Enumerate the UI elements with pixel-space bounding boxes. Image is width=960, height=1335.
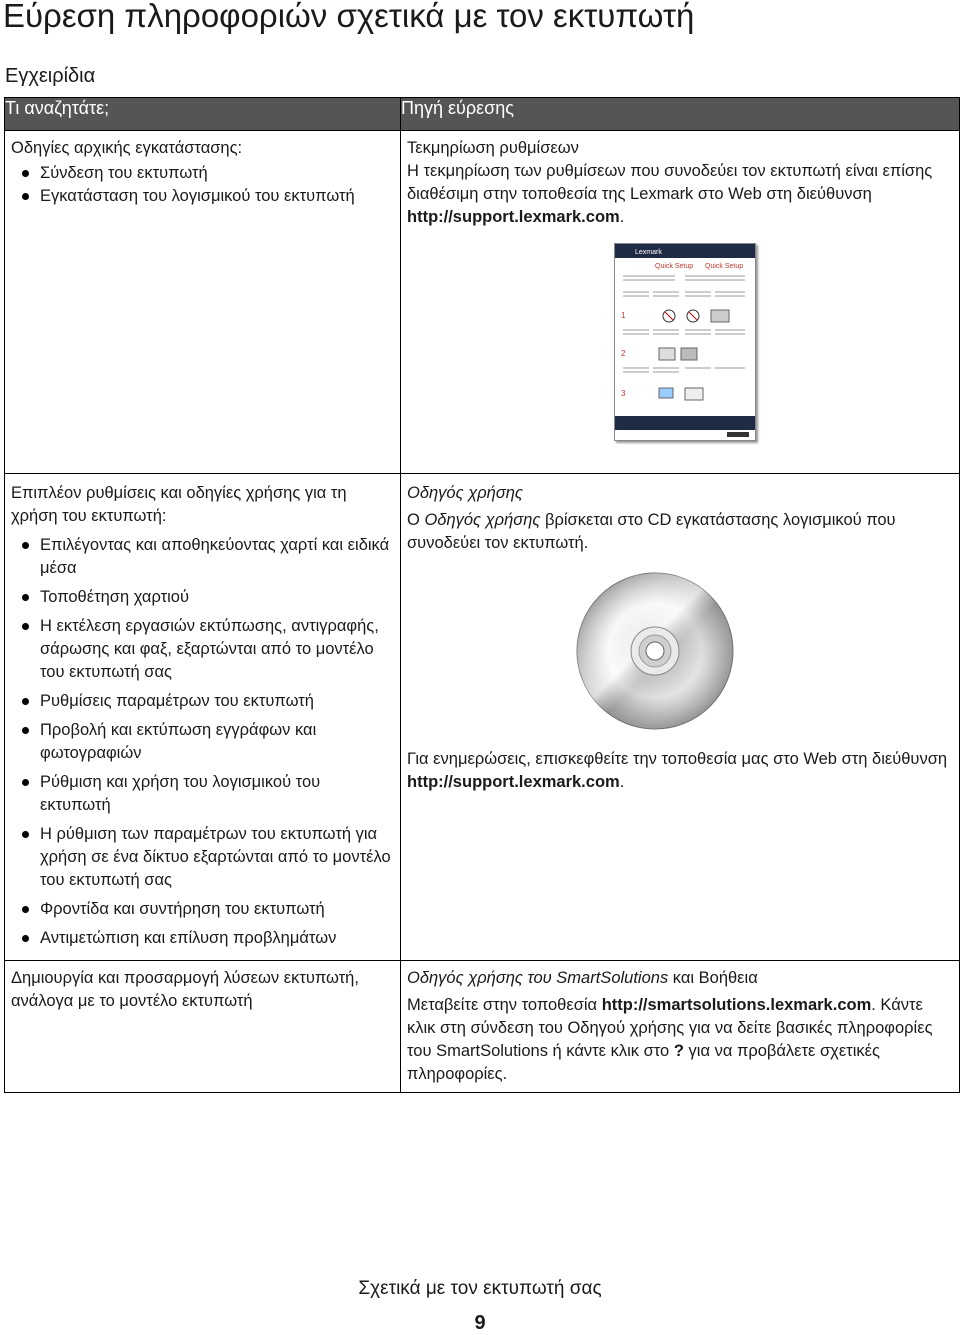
list-item: Επιλέγοντας και αποθηκεύοντας χαρτί και ειδικά μέσα [11,534,392,580]
source-title: Οδηγός χρήσης του SmartSolutions και Βοήθεια [407,969,758,987]
list-item: Τοποθέτηση χαρτιού [11,586,392,609]
table-row [5,131,960,474]
left-intro: Επιπλέον ρυθμίσεις και οδηγίες χρήσης για τη χρήση του εκτυπωτή: [11,484,347,525]
footer-title: Σχετικά με τον εκτυπωτή σας [358,1278,602,1299]
thumb-brand: Lexmark [635,249,662,256]
quick-setup-graphic [615,244,755,440]
right-cell [401,961,960,1093]
col2-header: Πηγή εύρεσης [401,98,960,131]
list-item: Η ρύθμιση των παραμέτρων του εκτυπωτή για χρήση σε ένα δίκτυο εξαρτώνται από το μοντέλο του εκτυπωτή σας [11,823,392,892]
list-item: Ρύθμιση και χρήση του λογισμικού του εκτυπωτή [11,771,392,817]
source-text: Η τεκμηρίωση των ρυθμίσεων που συνοδεύει τον εκτυπωτή είναι επίσης διαθέσιμη στην τοποθεσία της Lexmark στο Web στη διεύθυνση http://support.lexmark.com. [407,162,933,226]
list-item: Αντιμετώπιση και επίλυση προβλημάτων [11,927,392,950]
thumb-step-3: 3 [621,389,626,398]
cd-image [575,571,951,738]
source-text: Μεταβείτε στην τοποθεσία http://smartsolutions.lexmark.com. Κάντε κλικ στη σύνδεση του Οδηγού χρήσης για να δείτε βασικές πληροφορίες του SmartSolutions ή κάντε κλικ στο ? για να προβάλετε σχετικές πληροφορίες. [407,996,933,1083]
source-title: Τεκμηρίωση ρυθμίσεων [407,139,579,157]
list-item: Σύνδεση του εκτυπωτή [11,162,392,185]
smartsolutions-link[interactable]: http://smartsolutions.lexmark.com [601,996,872,1014]
section-heading: Εγχειρίδια [5,65,96,87]
quick-setup-thumbnail [614,243,756,441]
source-title: Οδηγός χρήσης [407,484,523,502]
thumb-heading-2: Quick Setup [705,263,744,270]
support-link-2[interactable]: http://support.lexmark.com [407,773,620,791]
table-row [5,474,960,961]
list-item: Ρυθμίσεις παραμέτρων του εκτυπωτή [11,690,392,713]
page-number: 9 [474,1312,486,1334]
left-text: Δημιουργία και προσαρμογή λύσεων εκτυπωτή, ανάλογα με το μοντέλο εκτυπωτή [11,969,359,1010]
cd-disc-icon [575,571,735,731]
right-cell [401,474,960,961]
page-title: Εύρεση πληροφοριών σχετικά με τον εκτυπωτή [3,0,695,34]
update-text: Για ενημερώσεις, επισκεφθείτε την τοποθεσία μας στο Web στη διεύθυνση http://support.lexmark.com. [407,750,948,791]
list-item: Εγκατάσταση του λογισμικού του εκτυπωτή [11,185,392,208]
info-table [4,97,960,1093]
source-text: Ο Οδηγός χρήσης βρίσκεται στο CD εγκατάστασης λογισμικού που συνοδεύει τον εκτυπωτή. [407,511,896,552]
left-cell [5,131,401,474]
thumb-heading-1: Quick Setup [655,263,694,270]
list-item: Φροντίδα και συντήρηση του εκτυπωτή [11,898,392,921]
col1-header: Τι αναζητάτε; [5,98,401,131]
left-cell [5,961,401,1093]
right-cell [401,131,960,474]
table-header-row [5,98,960,131]
list-item: Προβολή και εκτύπωση εγγράφων και φωτογραφιών [11,719,392,765]
help-question-mark: ? [673,1042,684,1060]
table-row [5,961,960,1093]
bullet-list [11,534,392,950]
left-cell [5,474,401,961]
support-link[interactable]: http://support.lexmark.com [407,208,620,226]
bullet-list [11,162,392,208]
thumb-step-1: 1 [621,311,626,320]
list-item: Η εκτέλεση εργασιών εκτύπωσης, αντιγραφής, σάρωσης και φαξ, εξαρτώνται από το μοντέλο του εκτυπωτή σας [11,615,392,684]
left-intro: Οδηγίες αρχικής εγκατάστασης: [11,139,243,157]
thumb-step-2: 2 [621,349,626,358]
